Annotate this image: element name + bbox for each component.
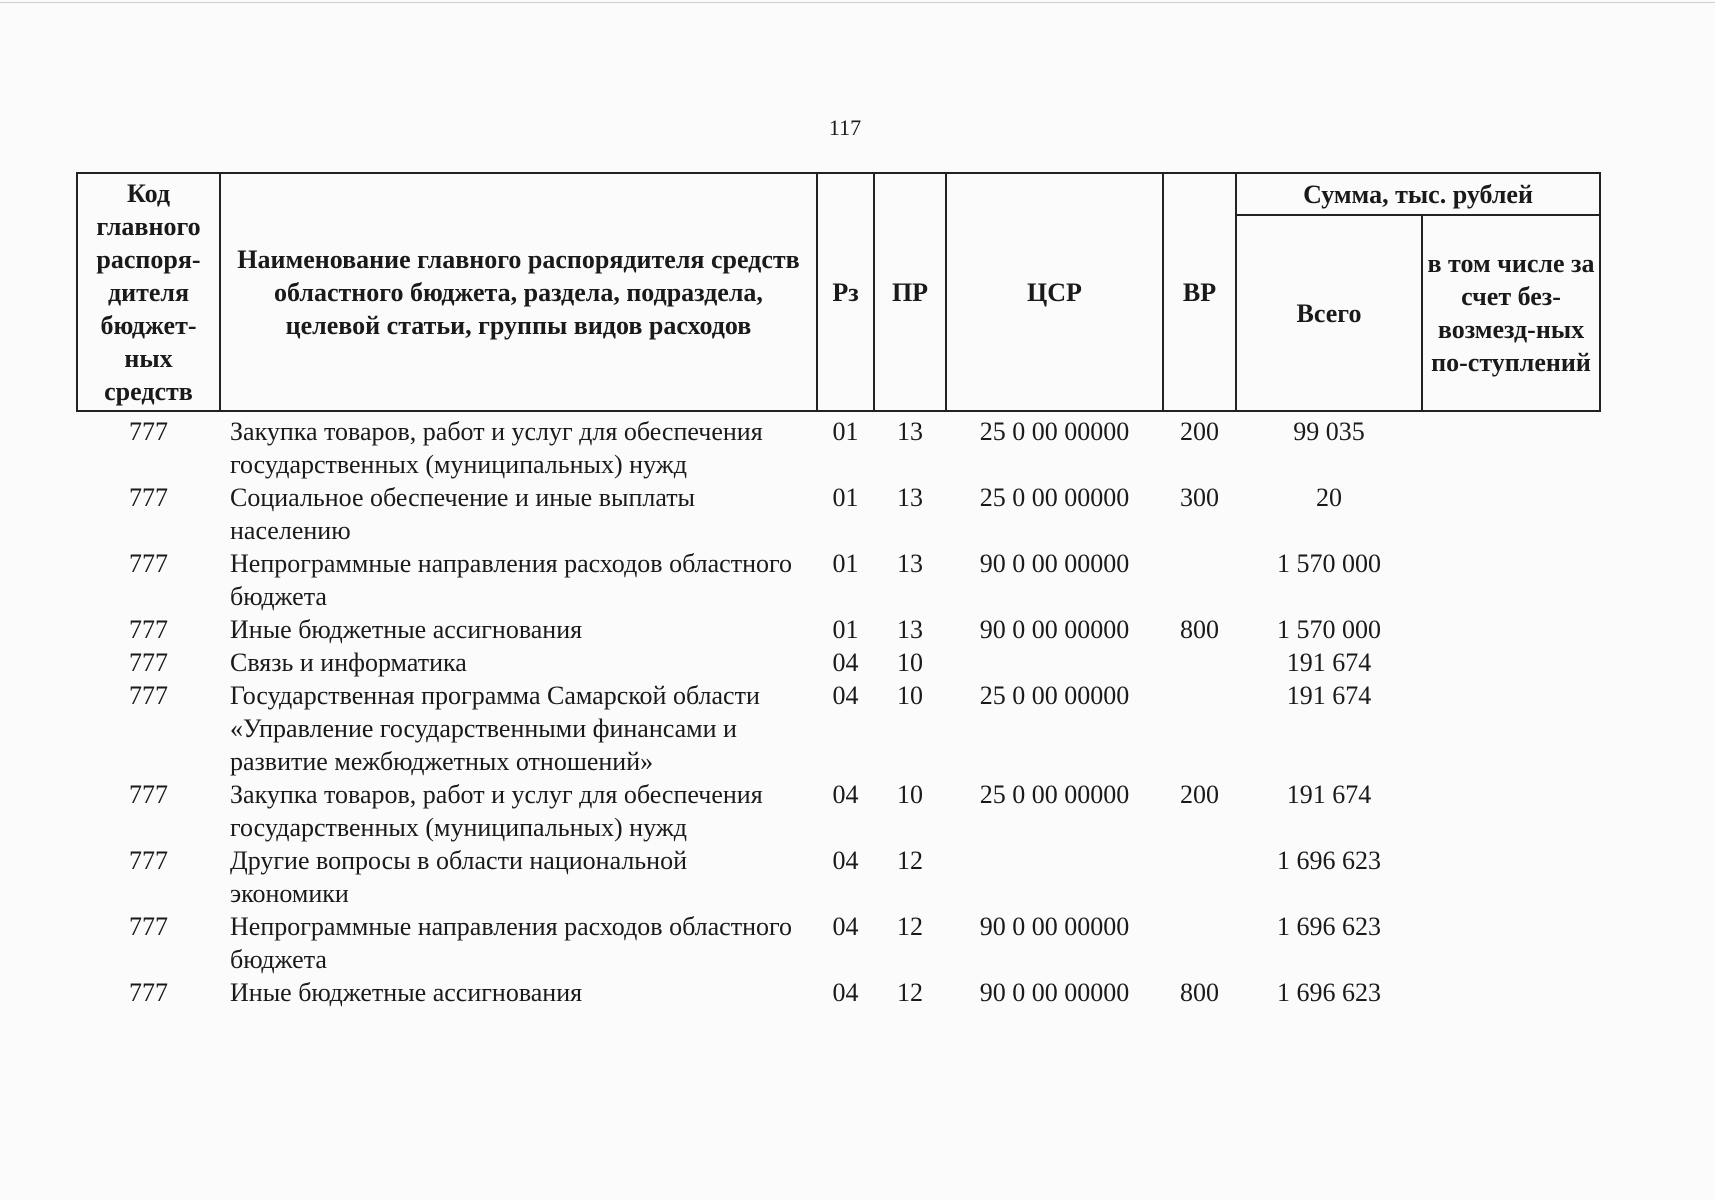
cell-vr: 800 [1180,615,1219,644]
cell-name: Закупка товаров, работ и услуг для обеспечения государственных (муниципальных) нужд [230,417,763,479]
table-row [77,976,1600,1009]
cell-total: 1 696 623 [1277,978,1381,1007]
header-csr: ЦСР [946,173,1163,411]
cell-incl [1422,481,1600,547]
cell-rz: 01 [832,483,859,512]
cell-pr: 13 [897,615,923,644]
cell-pr: 13 [897,549,923,578]
table-row [77,613,1600,646]
header-incl: в том числе за счет без-возмезд-ных по-ступлений [1422,215,1600,411]
cell-vr: 200 [1180,417,1219,446]
cell-incl [1422,547,1600,613]
cell-total: 191 674 [1286,780,1372,809]
cell-vr: 300 [1180,483,1219,512]
cell-incl [1422,976,1600,1009]
cell-incl [1422,778,1600,844]
table-row [77,646,1600,679]
cell-rz: 01 [832,615,859,644]
cell-vr [1163,547,1236,613]
header-vr: ВР [1163,173,1236,411]
header-code: Код главного распоря-дителя бюджет-ных средств [77,173,220,411]
cell-vr [1163,910,1236,976]
cell-csr: 25 0 00 00000 [979,483,1130,512]
cell-code: 777 [129,681,168,710]
cell-total: 1 570 000 [1277,615,1381,644]
cell-csr [946,646,1163,679]
cell-rz: 01 [832,417,859,446]
cell-pr: 10 [897,681,923,710]
cell-pr: 10 [897,780,923,809]
table-row [77,910,1600,976]
cell-pr: 10 [897,648,923,677]
cell-total: 20 [1316,483,1342,512]
table-header [77,173,1600,411]
cell-total: 99 035 [1293,417,1365,446]
table-body [77,411,1600,1009]
cell-csr: 25 0 00 00000 [979,780,1130,809]
cell-total: 1 570 000 [1277,549,1381,578]
cell-name: Социальное обеспечение и иные выплаты населению [230,483,696,545]
cell-name: Другие вопросы в области национальной экономики [230,846,687,908]
cell-csr: 90 0 00 00000 [979,615,1130,644]
table-row [77,481,1600,547]
table-row [77,679,1600,778]
table-row [77,778,1600,844]
cell-pr: 12 [897,846,923,875]
table-row [77,547,1600,613]
cell-pr: 13 [897,483,923,512]
cell-incl [1422,679,1600,778]
header-name: Наименование главного распорядителя средств областного бюджета, раздела, подраздела, целевой статьи, группы видов расходов [220,173,817,411]
cell-rz: 04 [832,681,859,710]
table-row [77,411,1600,481]
cell-vr: 200 [1180,780,1219,809]
header-total: Всего [1236,215,1422,411]
cell-rz: 04 [832,846,859,875]
cell-code: 777 [129,549,168,578]
cell-rz: 04 [832,780,859,809]
cell-pr: 12 [897,978,923,1007]
cell-incl [1422,910,1600,976]
cell-csr: 90 0 00 00000 [979,549,1130,578]
cell-name: Иные бюджетные ассигнования [230,615,583,644]
cell-total: 1 696 623 [1277,846,1381,875]
cell-code: 777 [129,615,168,644]
cell-code: 777 [129,483,168,512]
cell-rz: 04 [832,978,859,1007]
cell-incl [1422,613,1600,646]
cell-csr: 90 0 00 00000 [979,978,1130,1007]
cell-name: Иные бюджетные ассигнования [230,978,583,1007]
cell-rz: 04 [832,912,859,941]
cell-code: 777 [129,912,168,941]
cell-code: 777 [129,780,168,809]
cell-csr [946,844,1163,910]
cell-total: 191 674 [1286,648,1372,677]
cell-name: Непрограммные направления расходов областного бюджета [230,912,792,974]
cell-name: Государственная программа Самарской области «Управление государственными финансами и развитие межбюджетных отношений» [230,681,760,776]
cell-csr: 25 0 00 00000 [979,417,1130,446]
header-pr: ПР [874,173,946,411]
cell-vr [1163,646,1236,679]
cell-pr: 13 [897,417,923,446]
budget-table [76,172,1601,1009]
cell-code: 777 [129,648,168,677]
page-number: 117 [828,115,862,140]
header-rz: Рз [817,173,874,411]
cell-total: 1 696 623 [1277,912,1381,941]
cell-name: Связь и информатика [230,648,467,677]
table-row [77,844,1600,910]
cell-csr: 25 0 00 00000 [979,681,1130,710]
cell-csr: 90 0 00 00000 [979,912,1130,941]
cell-rz: 01 [832,549,859,578]
header-sum: Сумма, тыс. рублей [1236,173,1600,215]
cell-vr [1163,844,1236,910]
cell-pr: 12 [897,912,923,941]
cell-vr [1163,679,1236,778]
cell-incl [1422,844,1600,910]
cell-rz: 04 [832,648,859,677]
cell-code: 777 [129,978,168,1007]
cell-vr: 800 [1180,978,1219,1007]
cell-code: 777 [129,417,168,446]
cell-name: Закупка товаров, работ и услуг для обеспечения государственных (муниципальных) нужд [230,780,763,842]
cell-name: Непрограммные направления расходов областного бюджета [230,549,792,611]
top-rule [0,2,1715,3]
cell-total: 191 674 [1286,681,1372,710]
cell-incl [1422,411,1600,481]
cell-code: 777 [129,846,168,875]
cell-incl [1422,646,1600,679]
